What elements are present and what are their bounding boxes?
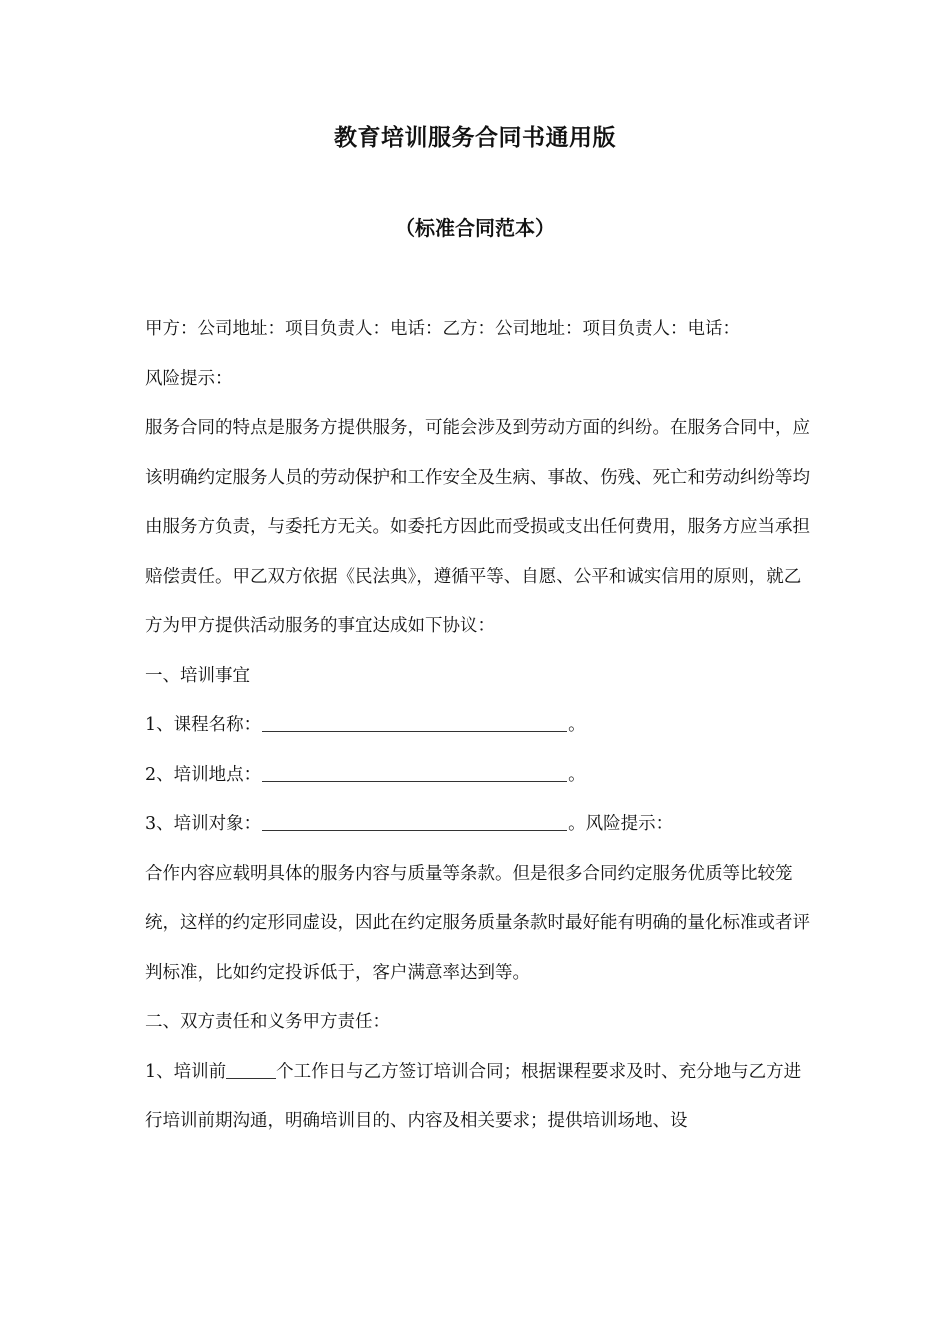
item-label: 1、课程名称：: [145, 715, 262, 735]
parties-line: 甲方：公司地址：项目负责人：电话：乙方：公司地址：项目负责人：电话：: [145, 319, 740, 339]
document-body: [145, 305, 810, 1147]
item-label: 3、培训对象：: [145, 814, 262, 834]
document-title: 教育培训服务合同书通用版: [334, 125, 616, 151]
risk-paragraph: 合作内容应载明具体的服务内容与质量等条款。但是很多合同约定服务优质等比较笼统，这样的约定形同虚设，因此在约定服务质量条款时最好能有明确的量化标准或者评判标准，比如约定投诉低于，客户满意率达到等。: [145, 863, 810, 983]
duty-text: 个工作日与乙方签订培训合同；根据课程要求及时、充分地与乙方进行培训前期沟通，明确培训目的、内容及相关要求；提供培训场地、设: [145, 1061, 802, 1131]
section-heading-duties: 二、双方责任和义务甲方责任：: [145, 1012, 390, 1032]
duty-item: [145, 1048, 810, 1147]
duty-prefix: 1、培训前: [145, 1061, 227, 1082]
section-heading-training: 一、培训事宜: [145, 665, 250, 686]
fill-in-blank[interactable]: [262, 812, 567, 831]
item-label: 2、培训地点：: [145, 764, 262, 785]
risk-paragraph: 服务合同的特点是服务方提供服务，可能会涉及到劳动方面的纠纷。在服务合同中，应该明确约定服务人员的劳动保护和工作安全及生病、事故、伤残、死亡和劳动纠纷等均由服务方负责，与委托方无关。如委托方因此而受损或支出任何费用，服务方应当承担赔偿责任。甲乙双方依据《民法典》，遵循平等、自愿、公平和诚实信用的原则，就乙方为甲方提供活动服务的事宜达成如下协议：: [145, 418, 810, 636]
item-training-location: [145, 751, 810, 801]
item-end: 。: [568, 764, 586, 785]
fill-in-blank[interactable]: [226, 1060, 276, 1079]
document-subtitle: （标准合同范本）: [395, 216, 555, 240]
item-course-name: [145, 701, 810, 751]
fill-in-blank[interactable]: [262, 763, 567, 782]
item-end: 。风险提示：: [568, 814, 674, 834]
item-end: 。: [568, 715, 586, 735]
fill-in-blank[interactable]: [262, 713, 567, 732]
item-training-target: [145, 800, 810, 850]
risk-label: 风险提示：: [145, 368, 233, 389]
